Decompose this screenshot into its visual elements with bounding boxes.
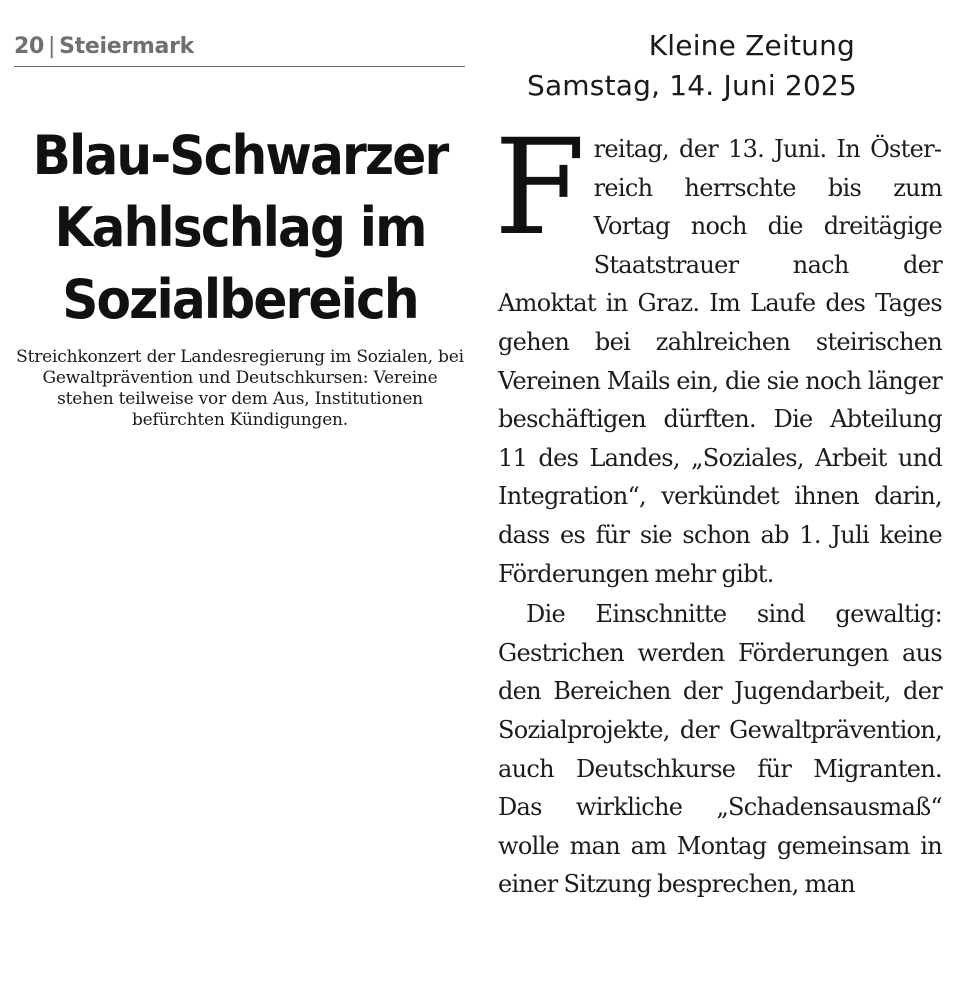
section-name: Steiermark xyxy=(59,34,194,59)
newspaper-name: Kleine Zeitung xyxy=(648,29,855,62)
masthead xyxy=(527,26,855,106)
article-body xyxy=(494,111,942,904)
drop-cap: F xyxy=(494,111,586,265)
header-separator: | xyxy=(48,34,56,59)
page-number: 20 xyxy=(14,34,45,59)
publication-date: Samstag, 14. Juni 2025 xyxy=(526,69,857,102)
article-subheadline: Streichkonzert der Landesregierung im Sozialen, bei Gewaltprävention und Deutschkursen: Vereine stehen teilweise vor dem Aus, Institutionen befürchten Kündigungen. xyxy=(16,347,464,430)
article-headline: Blau-Schwarzer Kahlschlag im Sozialbereich xyxy=(32,124,448,331)
paragraph-1-text: reitag, der 13. Juni. In Österreich herrschte bis zum Vortag noch die dreitägige Staatstrauer nach der Amoktat in Graz. Im Laufe des Tages gehen bei zahlreichen steirischen Vereinen Mails ein, die sie noch länger beschäftigen dürften. Die Abteilung 11 des Landes, „Soziales, Arbeit und Integration“, verkündet ihnen darin, dass es für sie schon ab 1. Juli keine Förderungen mehr gibt. xyxy=(498,135,942,588)
body-paragraph-1 xyxy=(494,111,942,593)
section-header xyxy=(14,30,465,67)
body-paragraph-2: Die Einschnitte sind gewaltig: Gestrichen werden Förderungen aus den Bereichen der Jugendarbeit, der Sozialprojekte, der Gewaltprävention, auch Deutschkurse für Migranten. Das wirkliche „Schadensausmaß“ wolle man am Montag gemeinsam in einer Sitzung besprechen, man xyxy=(498,600,942,899)
